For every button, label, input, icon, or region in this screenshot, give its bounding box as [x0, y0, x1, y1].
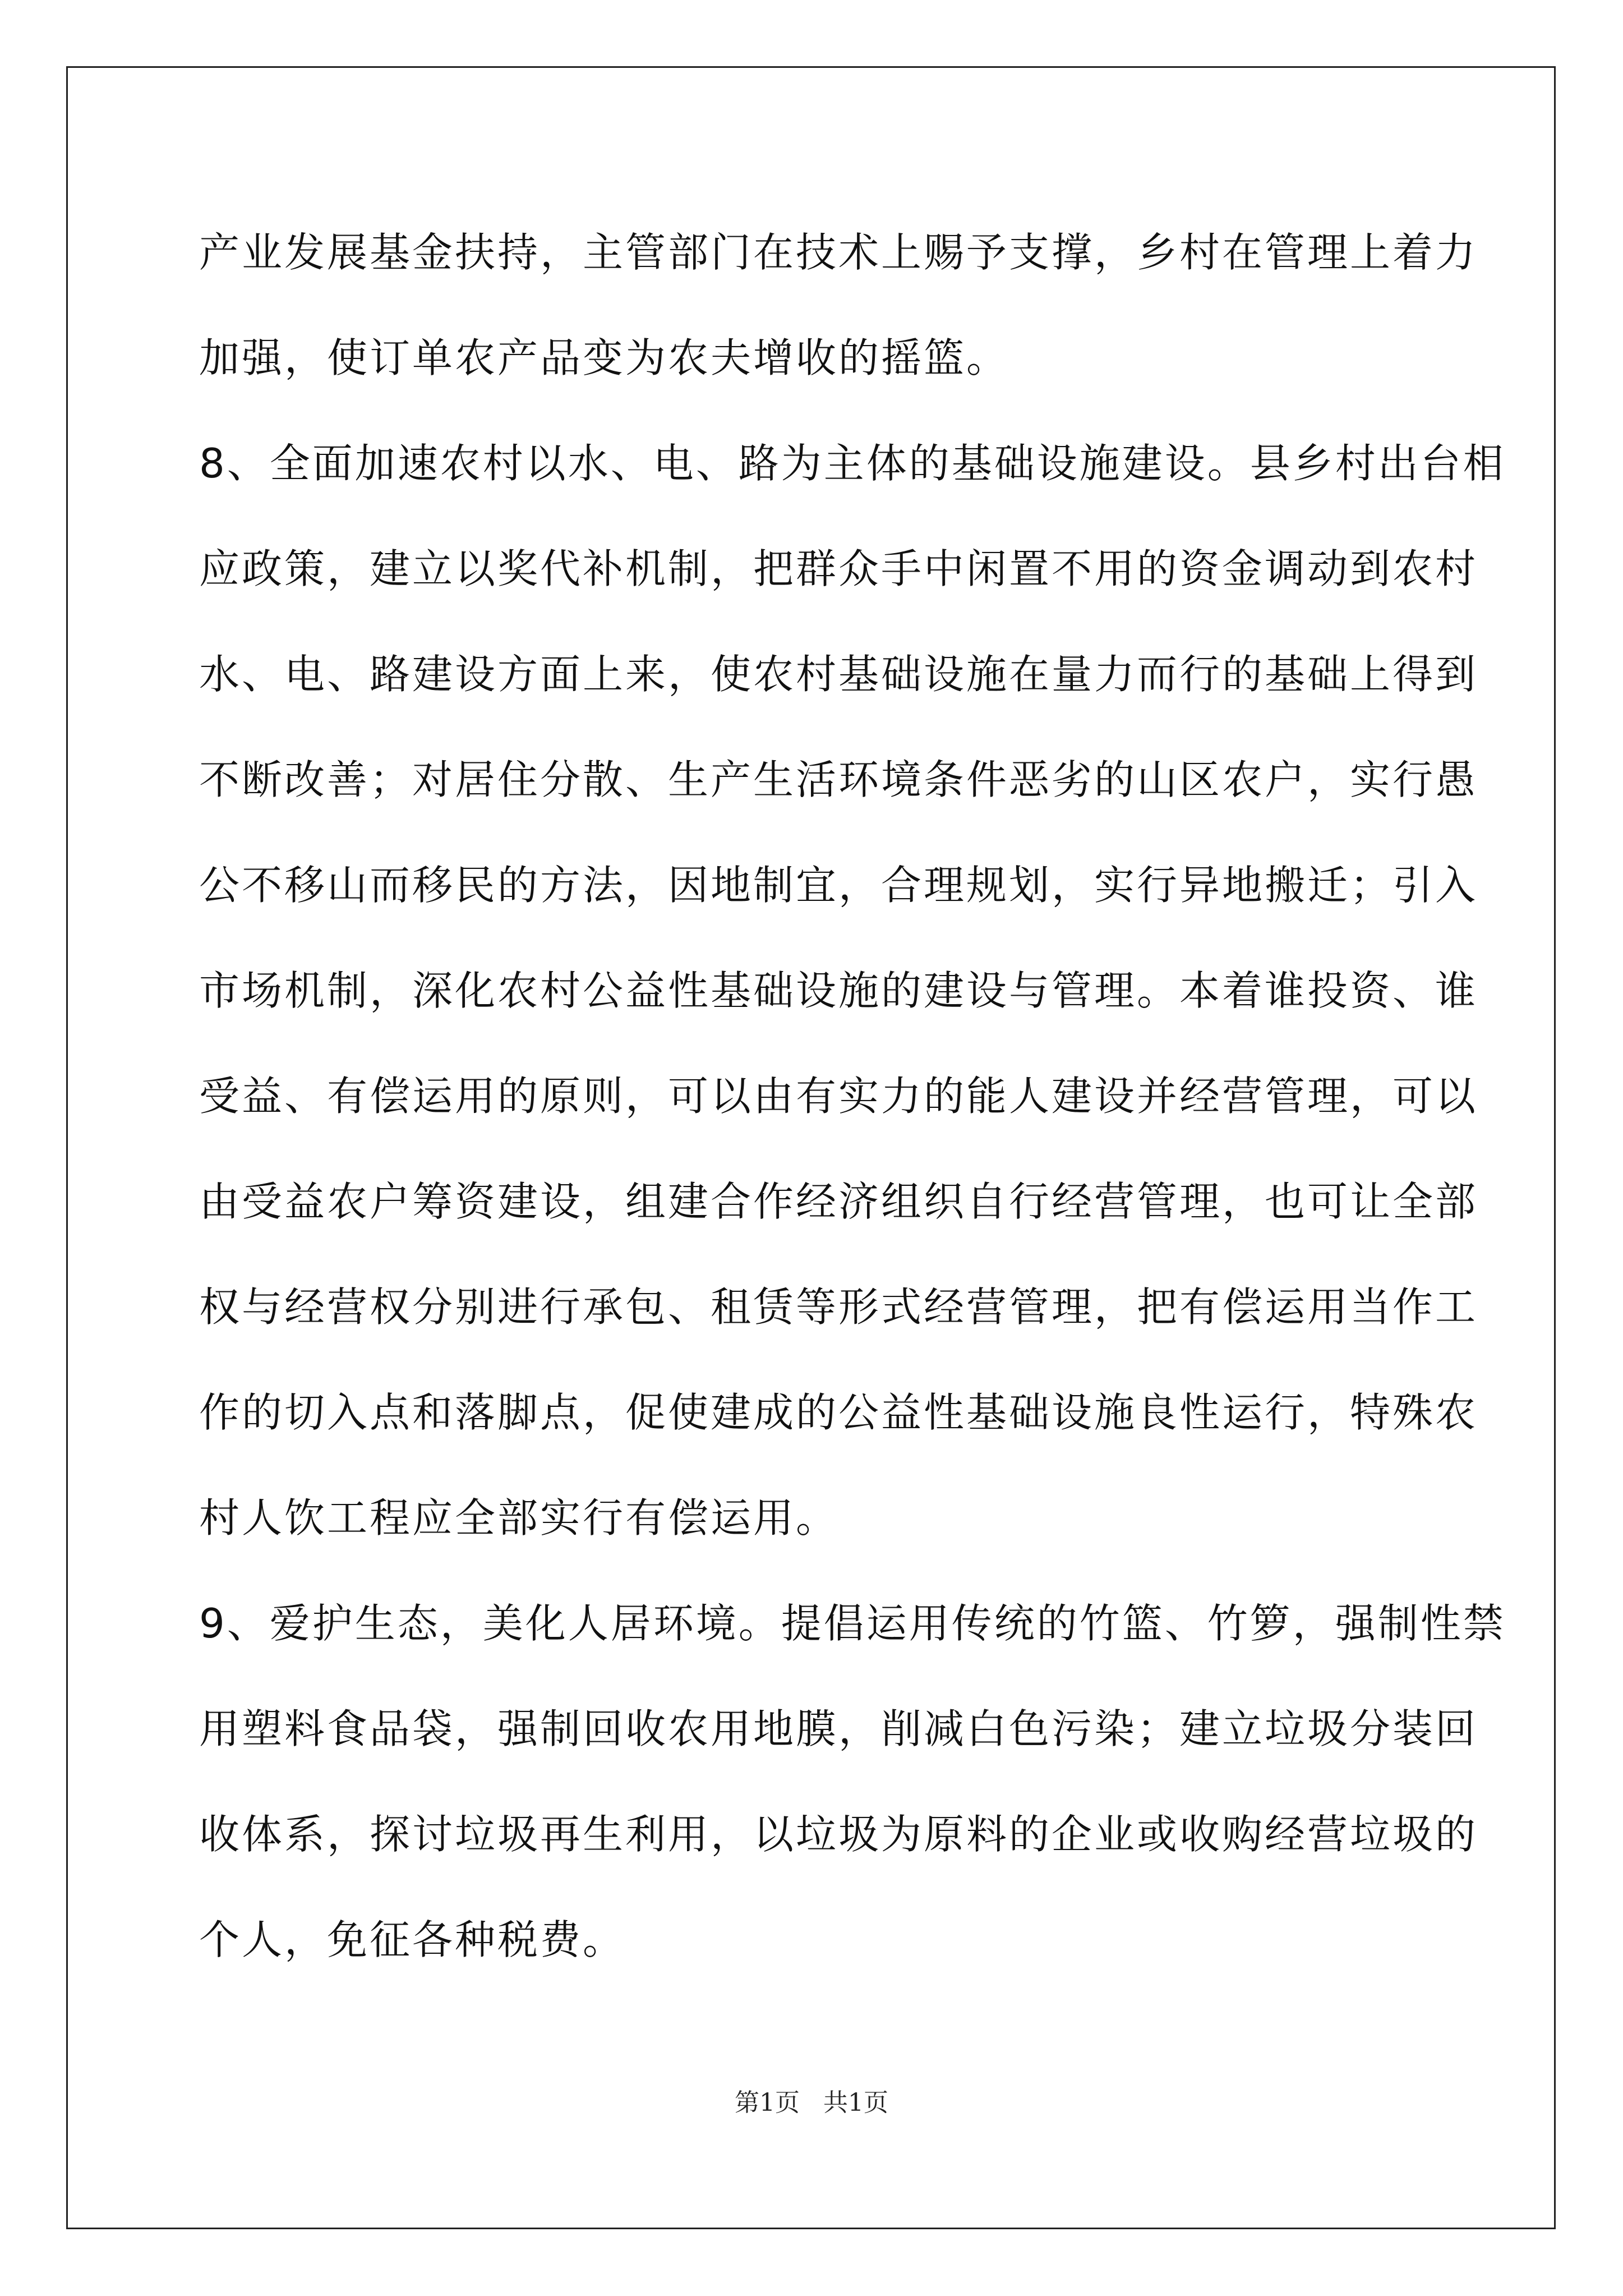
text-line: 作的切入点和落脚点，促使建成的公益性基础设施良性运行，特殊农 [199, 1389, 1478, 1436]
text-line: 收体系，探讨垃圾再生利用，以垃圾为原料的企业或收购经营垃圾的 [199, 1811, 1478, 1858]
text-line: 权与经营权分别进行承包、租赁等形式经营管理，把有偿运用当作工 [199, 1283, 1478, 1331]
text-line: 由受益农户筹资建设，组建合作经济组织自行经营管理，也可让全部 [199, 1178, 1478, 1225]
page-footer: 第1页 共1页 [735, 2088, 888, 2117]
document-body [199, 219, 1506, 2012]
text-line: 受益、有偿运用的原则，可以由有实力的能人建设并经营管理，可以 [199, 1073, 1478, 1120]
text-line: 个人，免征各种税费。 [199, 1916, 626, 1963]
text-line: 9、爱护生态，美化人居环境。提倡运用传统的竹篮、竹箩，强制性禁 [199, 1600, 1506, 1647]
text-line: 水、电、路建设方面上来，使农村基础设施在量力而行的基础上得到 [199, 651, 1478, 698]
text-line: 用塑料食品袋，强制回收农用地膜，削减白色污染；建立垃圾分装回 [199, 1705, 1478, 1752]
text-line: 市场机制，深化农村公益性基础设施的建设与管理。本着谁投资、谁 [199, 967, 1478, 1014]
text-line: 不断改善；对居住分散、生产生活环境条件恶劣的山区农户，实行愚 [199, 756, 1478, 803]
text-line: 加强，使订单农产品变为农夫增收的摇篮。 [199, 334, 1009, 381]
text-line: 8、全面加速农村以水、电、路为主体的基础设施建设。县乡村出台相 [199, 440, 1506, 487]
text-line: 产业发展基金扶持，主管部门在技术上赐予支撑，乡村在管理上着力 [199, 229, 1478, 276]
text-line: 公不移山而移民的方法，因地制宜，合理规划，实行异地搬迁；引入 [199, 862, 1478, 909]
text-line: 村人饮工程应全部实行有偿运用。 [199, 1494, 839, 1542]
text-line: 应政策，建立以奖代补机制，把群众手中闲置不用的资金调动到农村 [199, 545, 1478, 592]
